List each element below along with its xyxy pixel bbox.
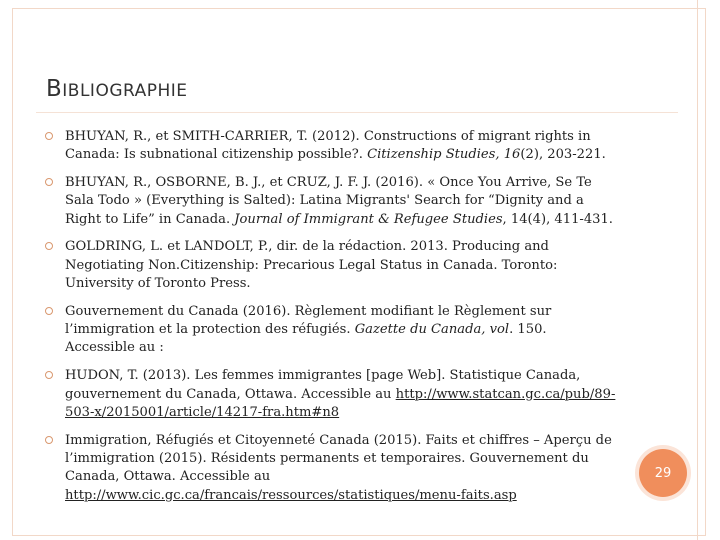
reference-journal: Gazette du Canada, vol — [354, 322, 510, 338]
bibliography-list — [44, 128, 619, 514]
reference-bhuyan-smith-carrier — [44, 128, 619, 165]
reference-gouvernement-canada — [44, 303, 619, 358]
reference-text: BHUYAN, R., et SMITH-CARRIER, T. (2012). Constructions of migrant rights in Canada: Is subnational citizenship possible?. — [65, 129, 591, 163]
reference-bhuyan-osborne-cruz — [44, 174, 619, 229]
bullet-icon — [45, 132, 53, 140]
reference-details: . 150. Accessible au : — [65, 322, 547, 356]
reference-details: , 14(4), 411-431. — [502, 211, 613, 227]
reference-text: GOLDRING, L. et LANDOLT, P., dir. de la rédaction. 2013. Producing and Negotiating Non.Citizenship: Precarious Legal Status in Canada. Toronto: University of Toronto Press. — [65, 239, 558, 292]
reference-text: BHUYAN, R., OSBORNE, B. J., et CRUZ, J. F. J. (2016). « Once You Arrive, Se Te Sala Todo » (Everything is Salted): Latina Migrants' Search for “Dignity and a Right to Life” in Canada. — [65, 175, 592, 227]
title-initial: B — [46, 76, 63, 102]
title-divider — [36, 112, 678, 113]
bullet-icon — [45, 371, 53, 379]
title-rest: IBLIOGRAPHIE — [62, 81, 188, 101]
reference-text: Gouvernement du Canada (2016). Règlement modifiant le Règlement sur l’immigration et la protection des réfugiés. — [65, 303, 552, 338]
page-number-badge: 29 — [639, 449, 687, 497]
reference-journal: Journal of Immigrant & Refugee Studies — [234, 211, 503, 227]
bullet-icon — [45, 307, 53, 315]
reference-goldring-landolt — [44, 238, 619, 293]
statcan-link[interactable]: http://www.statcan.gc.ca/pub/89-503-x/2015001/article/14217-fra.htm#n8 — [65, 386, 616, 420]
reference-text: Immigration, Réfugiés et Citoyenneté Canada (2015). Faits et chiffres – Aperçu de l’immigration (2015). Résidents permanents et temporaires. Gouvernement du Canada, Ottawa. Accessible au — [65, 432, 612, 485]
page-title — [46, 76, 188, 102]
bullet-icon — [45, 436, 53, 444]
reference-details: (2), 203-221. — [520, 147, 606, 163]
bullet-icon — [45, 242, 53, 250]
reference-hudon — [44, 367, 619, 422]
bullet-icon — [45, 178, 53, 186]
reference-ircc — [44, 432, 619, 505]
reference-text: HUDON, T. (2013). Les femmes immigrantes [page Web]. Statistique Canada, gouvernement du Canada, Ottawa. Accessible au — [65, 368, 581, 402]
reference-journal: Citizenship Studies, 16 — [367, 147, 521, 163]
cic-link[interactable]: http://www.cic.gc.ca/francais/ressources/statistiques/menu-faits.asp — [65, 487, 517, 503]
slide-side-line — [697, 0, 698, 540]
